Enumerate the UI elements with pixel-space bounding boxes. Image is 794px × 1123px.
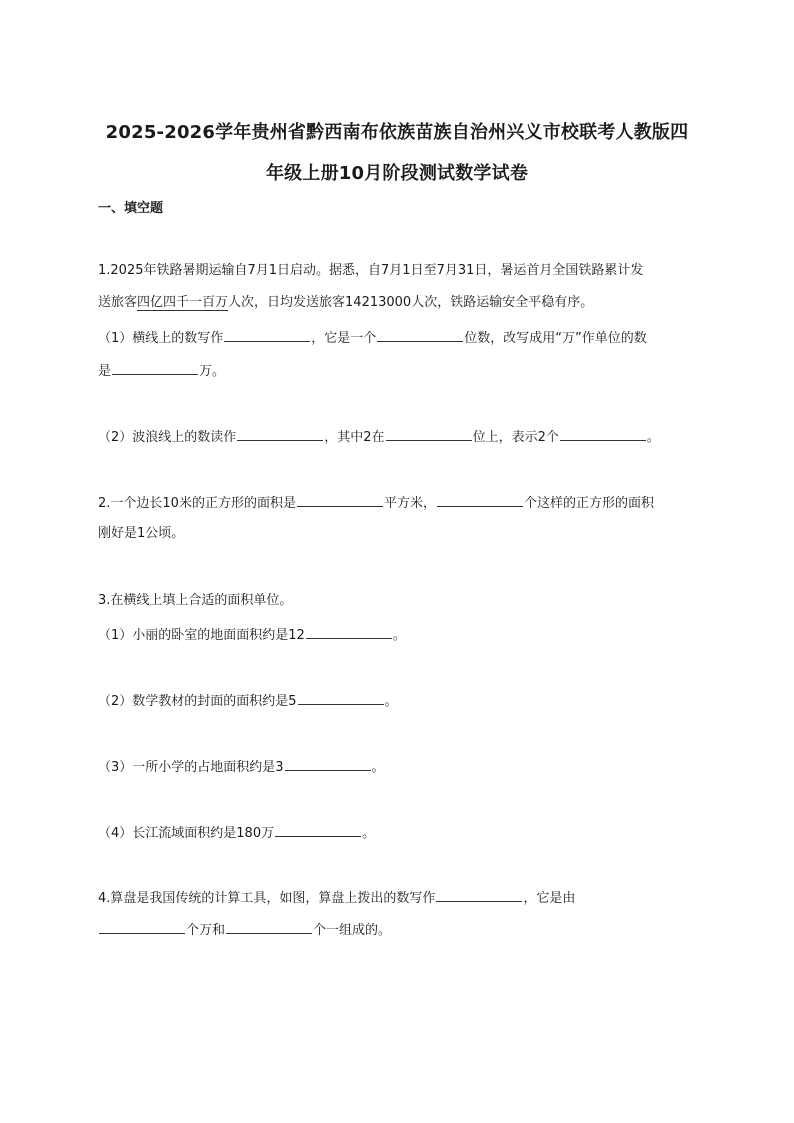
period: 。	[362, 826, 376, 841]
q1-part-1-text: 是	[98, 364, 112, 379]
q2-line-1	[98, 493, 654, 513]
q4-line-1	[98, 888, 575, 908]
answer-blank[interactable]	[275, 823, 361, 837]
q3-sub-2	[98, 691, 398, 711]
q4-text: 个一组成的。	[313, 923, 392, 938]
answer-blank[interactable]	[99, 920, 185, 934]
q3-sub-1-text: （1）小丽的卧室的地面面积约是12	[98, 628, 305, 643]
answer-blank[interactable]	[297, 493, 383, 507]
q4-text: ，它是由	[523, 891, 576, 906]
q1-part-2-text: 位上，表示2个	[472, 430, 559, 445]
period: 。	[392, 628, 406, 643]
q4-text: 4.算盘是我国传统的计算工具，如图，算盘上拨出的数写作	[98, 891, 436, 906]
answer-blank[interactable]	[285, 757, 371, 771]
q3-sub-1	[98, 625, 406, 645]
q3-sub-4-text: （4）长江流域面积约是180万	[98, 826, 275, 841]
section-heading: 一、填空题	[98, 201, 164, 216]
q1-underlined-number: 四亿四千一百万	[137, 295, 229, 310]
q1-part-2-text: 。	[646, 430, 660, 445]
answer-blank[interactable]	[298, 691, 384, 705]
q2-text: 个这样的正方形的面积	[523, 496, 654, 511]
q3-heading: 3.在横线上填上合适的面积单位。	[98, 593, 293, 608]
q3-sub-3	[98, 757, 385, 777]
q3-sub-3-text: （3）一所小学的占地面积约是3	[98, 760, 284, 775]
q1-part-2	[98, 427, 660, 447]
answer-blank[interactable]	[437, 493, 523, 507]
answer-blank[interactable]	[112, 361, 198, 375]
q1-line-1: 1.2025年铁路暑期运输自7月1日启动。据悉，自7月1日至7月31日，暑运首月全国铁路累计发	[98, 263, 644, 278]
period: 。	[371, 760, 385, 775]
q1-part-1-text: 万。	[199, 364, 226, 379]
q1-part-1-text: （1）横线上的数写作	[98, 331, 224, 346]
answer-blank[interactable]	[386, 427, 472, 441]
q1-line-2	[98, 294, 593, 312]
exam-title-line-1: 2025-2026学年贵州省黔西南布依族苗族自治州兴义市校联考人教版四	[105, 122, 689, 143]
q2-text: 2.一个边长10米的正方形的面积是	[98, 496, 296, 511]
q4-text: 个万和	[186, 923, 226, 938]
answer-blank[interactable]	[436, 888, 522, 902]
answer-blank[interactable]	[224, 328, 310, 342]
q1-text: 送旅客	[98, 295, 138, 310]
q4-line-2	[98, 920, 391, 940]
q1-part-1-cont	[98, 361, 225, 381]
answer-blank[interactable]	[237, 427, 323, 441]
q3-sub-2-text: （2）数学教材的封面的面积约是5	[98, 694, 297, 709]
q2-line-2: 刚好是1公顷。	[98, 526, 185, 541]
answer-blank[interactable]	[306, 625, 392, 639]
q1-part-2-text: ，其中2在	[324, 430, 385, 445]
q1-part-2-text: （2）波浪线上的数读作	[98, 430, 237, 445]
q1-part-1-text: 位数，改写成用“万”作单位的数	[464, 331, 647, 346]
answer-blank[interactable]	[226, 920, 312, 934]
answer-blank[interactable]	[377, 328, 463, 342]
exam-title-line-2: 年级上册10月阶段测试数学试卷	[265, 163, 529, 184]
period: 。	[384, 694, 398, 709]
q1-text: 人次，日均发送旅客14213000人次，铁路运输安全平稳有序。	[228, 295, 594, 310]
q3-sub-4	[98, 823, 375, 843]
answer-blank[interactable]	[560, 427, 646, 441]
q1-part-1	[98, 328, 647, 348]
q2-text: 平方米，	[383, 496, 436, 511]
q1-part-1-text: ，它是一个	[311, 331, 377, 346]
